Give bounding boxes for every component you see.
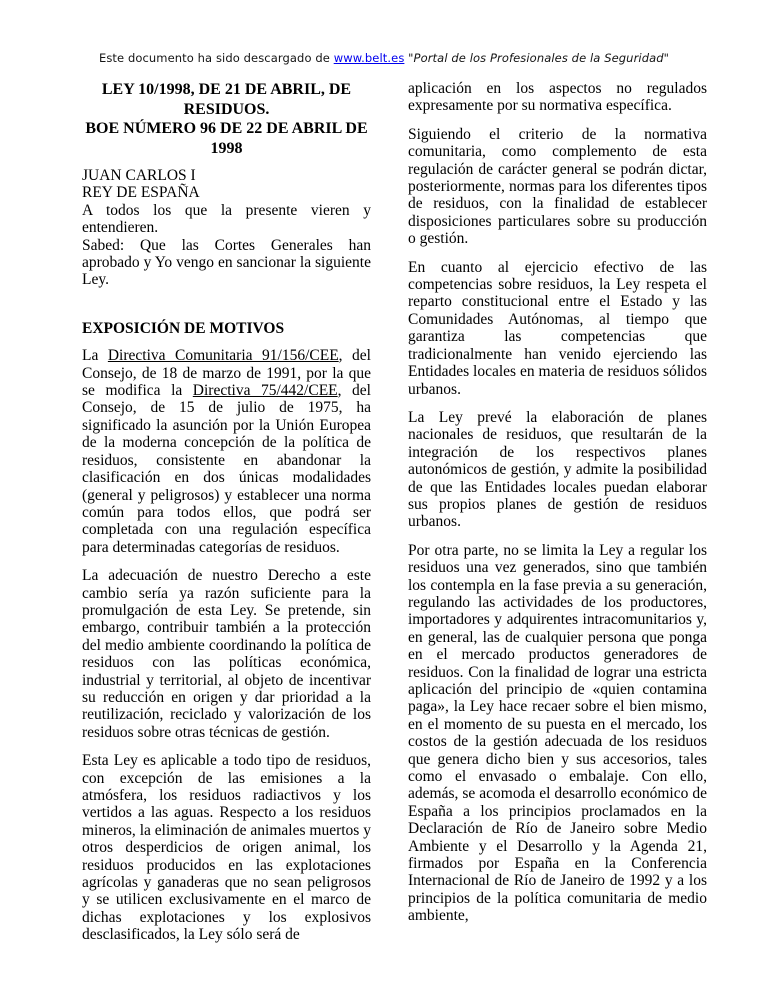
directive-link[interactable]: Directiva Comunitaria 91/156/CEE	[107, 347, 339, 365]
body-paragraph: Siguiendo el criterio de la normativa comunitaria, como complemento de esta regulación de carácter general se podrán dictar, posteriormente, normas para los diferentes tipos de residuos, con la finalidad de establecer disposiciones particulares sobre su producción o gestión.	[408, 125, 707, 248]
body-paragraph: En cuanto al ejercicio efectivo de las competencias sobre residuos, la Ley respeta el reparto constitucional entre el Estado y las Comunidades Autónomas, al tiempo que garantiza las competencias que tradicionalmente han venido ejerciendo las Entidades locales en materia de residuos sólidos urbanos.	[408, 258, 707, 398]
preamble-line: A todos los que la presente vieren y entendieren.	[82, 201, 371, 237]
preamble-line: JUAN CARLOS I	[82, 167, 196, 184]
paragraph-text: Esta Ley es aplicable a todo tipo de residuos, con excepción de las emisiones a la atmósfera, los residuos radiactivos y los vertidos a las aguas. Respecto a los residuos mineros, la eliminación de animales muertos y otros desperdicios de origen animal, los residuos producidos en las explotaciones agrícolas y ganaderas que no sean peligrosos y se utilicen exclusivamente en el marco de dichas explotaciones y los explosivos desclasificados, la Ley sólo será de	[82, 752, 371, 944]
law-title-line: LEY 10/1998, DE 21 DE ABRIL, DE RESIDUOS.	[101, 81, 352, 118]
download-notice	[0, 0, 768, 65]
left-column	[82, 80, 371, 955]
right-column	[408, 80, 707, 955]
right-paragraphs	[408, 80, 707, 925]
directive-link[interactable]: Directiva 75/442/CEE	[192, 382, 338, 400]
body-paragraph	[82, 752, 371, 943]
body-paragraph: Por otra parte, no se limita la Ley a regular los residuos una vez generados, sino que también los contempla en la fase previa a su generación, regulando las actividades de los productores, importadores y adquirentes intracomunitarios y, en general, las de cualquier persona que ponga en el mercado productos generadores de residuos. Con la finalidad de lograr una estricta aplicación del principio de «quien contamina paga», la Ley hace recaer sobre el bien mismo, en el momento de su puesta en el mercado, los costos de la gestión adecuada de los residuos que genera dicho bien y sus accesorios, tales como el envasado o embalaje. Con ello, además, se acomoda el desarrollo económico de España a los principios proclamados en la Declaración de Río de Janeiro sobre Medio Ambiente y el Desarrollo y la Agenda 21, firmados por España en la Conferencia Internacional de Río de Janeiro de 1992 y a los principios de la política comunitaria de medio ambiente,	[408, 541, 707, 925]
preamble-line: REY DE ESPAÑA	[82, 184, 200, 202]
paragraph-text: La adecuación de nuestro Derecho a este cambio sería ya razón suficiente para la promulgación de esta Ley. Se pretende, sin embargo, contribuir también a la protección del medio ambiente coordinando la política de residuos con las políticas económica, industrial y territorial, al objeto de incentivar su reducción en origen y dar prioridad a la reutilización, reciclado y valorización de los residuos sobre otras técnicas de gestión.	[82, 567, 371, 741]
download-notice-text: Este documento ha sido descargado de	[98, 51, 330, 65]
body-paragraph	[82, 567, 371, 741]
paragraph-text: , del Consejo, de 15 de julio de 1975, ha significado la asunción por la Unión Europea de la moderna concepción de la política de residuos, consistente en abandonar la clasificación en dos únicas modalidades (general y peligrosos) y establecer una norma común para todos ellos, que podrá ser completada con una regulación específica para determinadas categorías de residuos.	[82, 382, 371, 556]
paragraph-text: La	[82, 347, 108, 365]
left-paragraphs	[82, 347, 371, 943]
preamble	[82, 167, 371, 289]
preamble-line: Sabed: Que las Cortes Generales han aprobado y Yo vengo en sancionar la siguiente Ley.	[82, 236, 371, 289]
two-column-layout	[0, 65, 768, 955]
body-paragraph: aplicación en los aspectos no regulados expresamente por su normativa específica.	[408, 80, 707, 115]
law-title-line: BOE NÚMERO 96 DE 22 DE ABRIL DE 1998	[85, 120, 368, 157]
law-title	[82, 80, 371, 158]
paragraph-text: , del Consejo, de 18 de marzo de 1991, por la que se modifica la	[82, 347, 371, 400]
body-paragraph: La Ley prevé la elaboración de planes nacionales de residuos, que resultarán de la integración de los respectivos planes autonómicos de gestión, y admite la posibilidad de que las Entidades locales puedan elaborar sus propios planes de gestión de residuos urbanos.	[408, 408, 707, 531]
download-notice-quote: "Portal de los Profesionales de la Seguridad"	[408, 51, 670, 65]
section-heading: EXPOSICIÓN DE MOTIVOS	[82, 319, 285, 337]
belt-website-link[interactable]: www.belt.es	[333, 51, 405, 65]
body-paragraph	[82, 347, 371, 556]
